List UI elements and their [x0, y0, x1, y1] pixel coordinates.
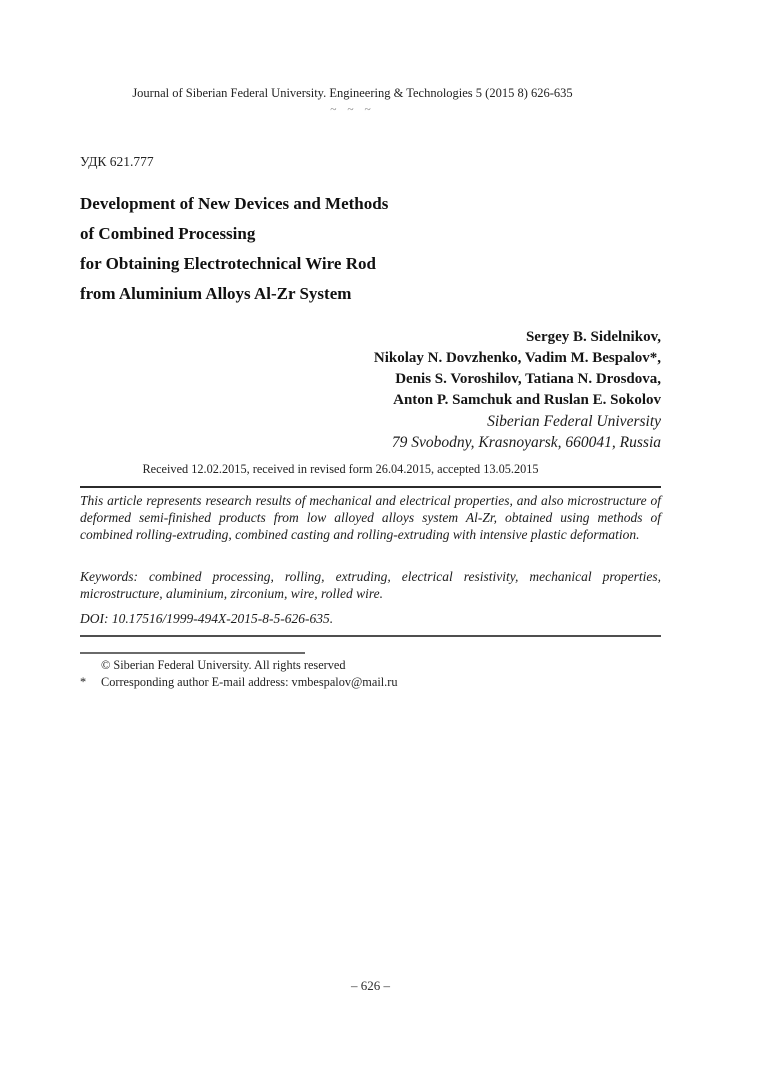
author-line-2: Nikolay N. Dovzhenko, Vadim M. Bespalov*, — [373, 350, 661, 366]
keywords-paragraph: Keywords: combined processing, rolling, extruding, electrical resistivity, mechanical properties, microstructure, aluminium, zirconium, wire, rolled wire. — [80, 569, 661, 602]
article-title-line-3: for Obtaining Electrotechnical Wire Rod — [80, 254, 376, 273]
article-title — [80, 189, 661, 309]
footnote-marker — [80, 657, 101, 674]
authors-block — [80, 327, 661, 453]
article-title-line-1: Development of New Devices and Methods — [80, 194, 389, 213]
article-title-line-4: from Aluminium Alloys Al-Zr System — [80, 284, 352, 303]
corresponding-author-footnote — [80, 674, 661, 691]
affiliation-address: 79 Svobodny, Krasnoyarsk, 660041, Russia — [391, 434, 661, 451]
footnotes-block — [80, 657, 661, 691]
author-line-4: Anton P. Samchuk and Ruslan E. Sokolov — [393, 392, 661, 408]
copyright-footnote — [80, 657, 661, 674]
page-number: – 626 – — [351, 978, 390, 993]
footnote-separator-rule — [80, 652, 305, 654]
article-title-line-2: of Combined Processing — [80, 224, 256, 243]
abstract-top-rule — [80, 486, 661, 488]
corresponding-author-text: Corresponding author E-mail address: vmbespalov@mail.ru — [101, 675, 398, 689]
udk-classification-code: УДК 621.777 — [80, 154, 154, 169]
author-line-3: Denis S. Voroshilov, Tatiana N. Drosdova, — [395, 371, 661, 387]
received-dates-line: Received 12.02.2015, received in revised form 26.04.2015, accepted 13.05.2015 — [142, 462, 539, 476]
author-line-1: Sergey B. Sidelnikov, — [525, 329, 661, 345]
affiliation: Siberian Federal University — [487, 413, 661, 430]
tilde-separator: ~ ~ ~ — [330, 104, 375, 116]
abstract-paragraph: This article represents research results of mechanical and electrical properties, and also microstructure of deformed semi-finished products from low alloyed alloys system Al-Zr, obtained using methods of combined rolling-extruding, combined casting and rolling-extruding with intensive plastic deformation. — [80, 493, 661, 543]
journal-running-head: Journal of Siberian Federal University. Engineering & Technologies 5 (2015 8) 626-635 — [132, 86, 573, 100]
doi-line: DOI: 10.17516/1999-494X-2015-8-5-626-635. — [80, 611, 334, 626]
copyright-text: © Siberian Federal University. All rights reserved — [101, 658, 346, 672]
footnote-asterisk-marker: * — [80, 675, 87, 689]
abstract-bottom-rule — [80, 635, 661, 637]
